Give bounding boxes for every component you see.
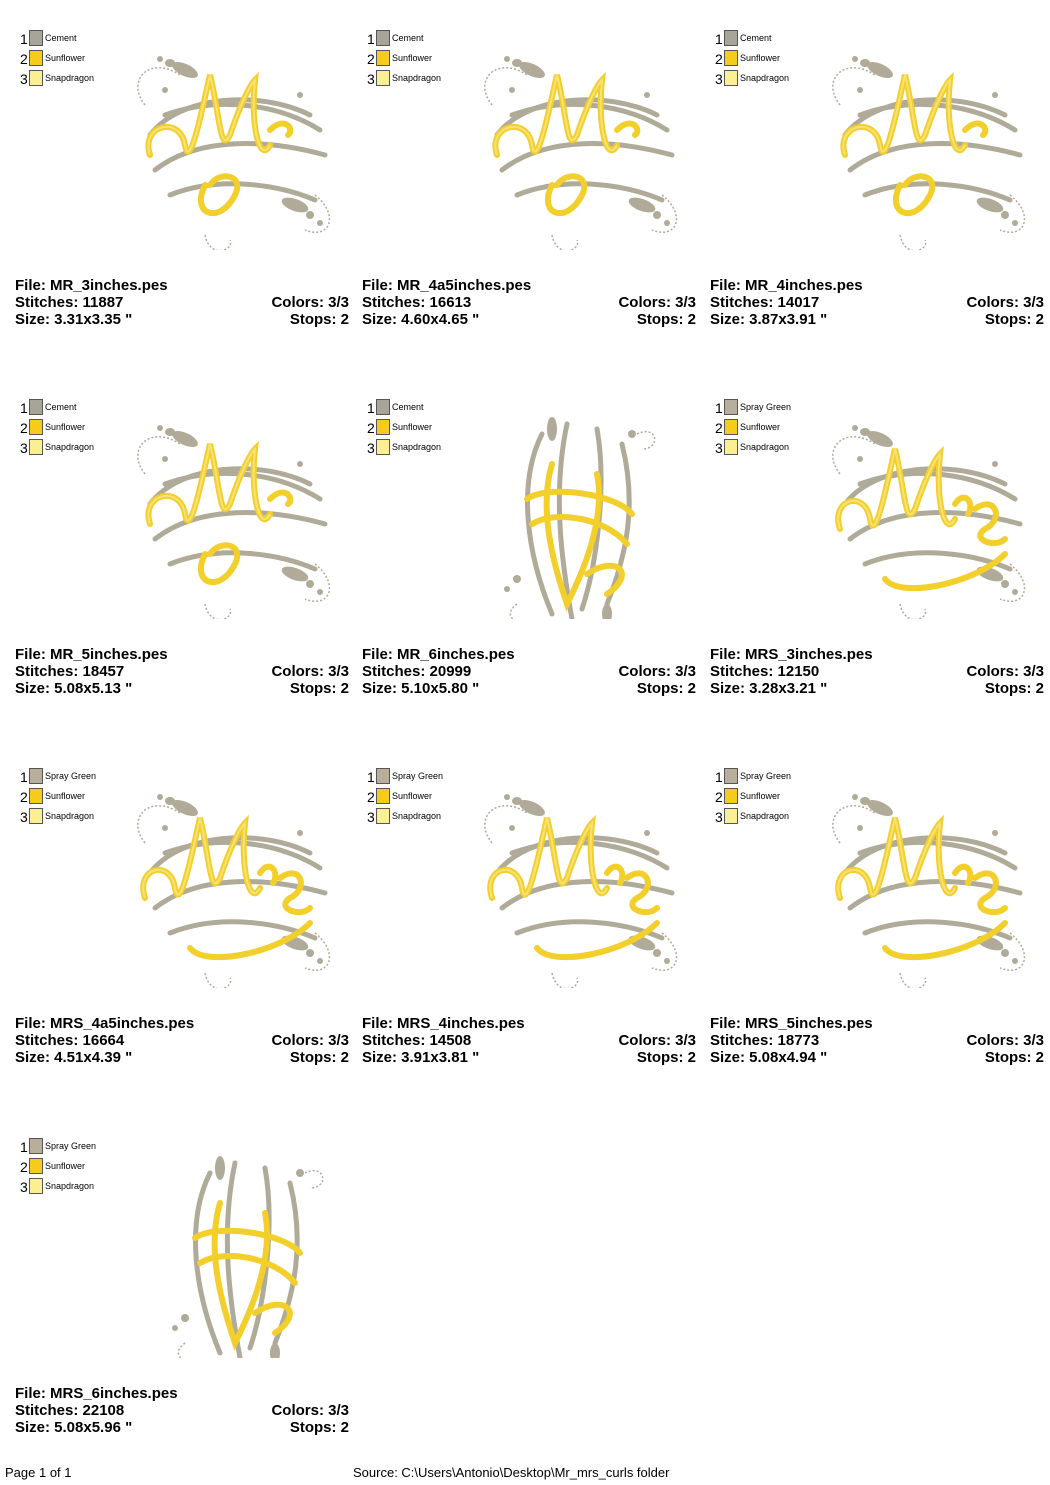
stop-count: Stops: 2 <box>289 680 349 697</box>
file-name: File: MR_4inches.pes <box>710 277 863 294</box>
thread-swatch <box>724 419 738 435</box>
thread-number: 2 <box>715 51 723 67</box>
embroidery-preview <box>110 773 350 988</box>
file-name: File: MRS_4inches.pes <box>362 1015 525 1032</box>
thread-swatch <box>29 788 43 804</box>
design-info <box>710 1015 1044 1066</box>
thread-swatch <box>29 50 43 66</box>
thread-number: 1 <box>20 769 28 785</box>
thread-swatch <box>724 399 738 415</box>
design-card <box>710 30 1050 350</box>
thread-name: Snapdragon <box>740 73 790 83</box>
thread-name: Snapdragon <box>392 73 442 83</box>
stop-count: Stops: 2 <box>636 680 696 697</box>
stop-count: Stops: 2 <box>289 311 349 328</box>
thread-name: Snapdragon <box>740 442 790 452</box>
file-name: File: MRS_3inches.pes <box>710 646 873 663</box>
file-name: File: MR_6inches.pes <box>362 646 515 663</box>
embroidery-preview <box>805 773 1045 988</box>
design-size: Size: 5.08x5.96 " <box>15 1419 133 1436</box>
file-name: File: MRS_5inches.pes <box>710 1015 873 1032</box>
thread-swatch <box>376 439 390 455</box>
thread-name: Sunflower <box>392 422 433 432</box>
stitch-count: Stitches: 14508 <box>362 1032 472 1049</box>
design-card <box>362 30 702 350</box>
thread-number: 3 <box>367 809 375 825</box>
thread-number: 1 <box>20 400 28 416</box>
thread-swatch <box>724 439 738 455</box>
thread-number: 1 <box>20 31 28 47</box>
thread-number: 2 <box>715 789 723 805</box>
file-name: File: MRS_6inches.pes <box>15 1385 178 1402</box>
file-name: File: MR_4a5inches.pes <box>362 277 532 294</box>
thread-number: 3 <box>20 440 28 456</box>
design-card <box>362 399 702 719</box>
design-card <box>362 768 702 1088</box>
thread-number: 3 <box>20 71 28 87</box>
thread-number: 2 <box>20 51 28 67</box>
thread-number: 1 <box>715 31 723 47</box>
design-card <box>15 768 355 1088</box>
design-card <box>15 1138 355 1458</box>
thread-number: 1 <box>367 400 375 416</box>
stop-count: Stops: 2 <box>636 1049 696 1066</box>
thread-name: Sunflower <box>392 53 433 63</box>
stop-count: Stops: 2 <box>289 1419 349 1436</box>
design-info <box>15 646 349 697</box>
thread-name: Snapdragon <box>740 811 790 821</box>
embroidery-preview <box>457 404 697 619</box>
color-count: Colors: 3/3 <box>271 294 349 311</box>
thread-swatch <box>29 1138 43 1154</box>
thread-number: 2 <box>20 789 28 805</box>
design-info <box>15 277 349 328</box>
thread-number: 2 <box>367 51 375 67</box>
thread-name: Spray Green <box>740 402 792 412</box>
thread-number: 3 <box>715 71 723 87</box>
thread-number: 3 <box>715 440 723 456</box>
thread-number: 3 <box>367 71 375 87</box>
thread-name: Sunflower <box>45 791 86 801</box>
design-size: Size: 5.08x4.94 " <box>710 1049 828 1066</box>
embroidery-preview <box>805 404 1045 619</box>
design-info <box>710 646 1044 697</box>
design-size: Size: 3.31x3.35 " <box>15 311 133 328</box>
thread-swatch <box>724 808 738 824</box>
thread-name: Sunflower <box>45 422 86 432</box>
thread-swatch <box>724 50 738 66</box>
thread-swatch <box>724 768 738 784</box>
thread-name: Snapdragon <box>45 73 95 83</box>
file-name: File: MRS_4a5inches.pes <box>15 1015 195 1032</box>
stitch-count: Stitches: 20999 <box>362 663 472 680</box>
thread-name: Sunflower <box>740 791 781 801</box>
thread-name: Snapdragon <box>392 811 442 821</box>
thread-name: Cement <box>45 402 77 412</box>
color-count: Colors: 3/3 <box>271 1402 349 1419</box>
thread-number: 3 <box>715 809 723 825</box>
thread-swatch <box>724 30 738 46</box>
thread-swatch <box>376 399 390 415</box>
thread-swatch <box>376 419 390 435</box>
thread-number: 1 <box>367 769 375 785</box>
color-count: Colors: 3/3 <box>966 1032 1044 1049</box>
thread-swatch <box>29 419 43 435</box>
design-info <box>362 1015 696 1066</box>
thread-name: Snapdragon <box>392 442 442 452</box>
stitch-count: Stitches: 14017 <box>710 294 820 311</box>
thread-swatch <box>376 768 390 784</box>
design-info <box>362 277 696 328</box>
design-size: Size: 4.60x4.65 " <box>362 311 480 328</box>
thread-swatch <box>376 788 390 804</box>
thread-name: Cement <box>392 402 424 412</box>
thread-number: 2 <box>367 789 375 805</box>
thread-number: 1 <box>715 769 723 785</box>
design-info <box>15 1385 349 1436</box>
thread-name: Snapdragon <box>45 811 95 821</box>
page-number: Page 1 of 1 <box>5 1465 72 1480</box>
thread-swatch <box>376 70 390 86</box>
thread-name: Spray Green <box>45 771 97 781</box>
thread-swatch <box>29 1178 43 1194</box>
color-count: Colors: 3/3 <box>618 663 696 680</box>
embroidery-preview <box>110 404 350 619</box>
embroidery-preview <box>125 1143 365 1358</box>
thread-number: 2 <box>20 420 28 436</box>
thread-swatch <box>376 50 390 66</box>
thread-name: Sunflower <box>45 53 86 63</box>
design-size: Size: 3.28x3.21 " <box>710 680 828 697</box>
design-size: Size: 5.08x5.13 " <box>15 680 133 697</box>
thread-number: 3 <box>20 809 28 825</box>
thread-swatch <box>724 70 738 86</box>
thread-number: 1 <box>715 400 723 416</box>
thread-swatch <box>29 30 43 46</box>
thread-name: Cement <box>740 33 772 43</box>
thread-name: Spray Green <box>392 771 444 781</box>
thread-number: 3 <box>367 440 375 456</box>
color-count: Colors: 3/3 <box>966 294 1044 311</box>
embroidery-preview <box>805 35 1045 250</box>
thread-name: Spray Green <box>740 771 792 781</box>
color-count: Colors: 3/3 <box>271 1032 349 1049</box>
thread-name: Snapdragon <box>45 1181 95 1191</box>
stitch-count: Stitches: 11887 <box>15 294 124 311</box>
thread-name: Cement <box>45 33 77 43</box>
thread-name: Spray Green <box>45 1141 97 1151</box>
stitch-count: Stitches: 16664 <box>15 1032 125 1049</box>
embroidery-preview <box>110 35 350 250</box>
design-card <box>710 399 1050 719</box>
thread-swatch <box>376 30 390 46</box>
thread-number: 2 <box>20 1159 28 1175</box>
thread-number: 3 <box>20 1179 28 1195</box>
file-name: File: MR_3inches.pes <box>15 277 168 294</box>
stitch-count: Stitches: 22108 <box>15 1402 125 1419</box>
thread-number: 1 <box>367 31 375 47</box>
design-size: Size: 5.10x5.80 " <box>362 680 480 697</box>
thread-name: Cement <box>392 33 424 43</box>
thread-swatch <box>29 808 43 824</box>
color-count: Colors: 3/3 <box>618 1032 696 1049</box>
thread-name: Sunflower <box>740 53 781 63</box>
color-count: Colors: 3/3 <box>271 663 349 680</box>
thread-swatch <box>29 70 43 86</box>
thread-name: Sunflower <box>45 1161 86 1171</box>
stitch-count: Stitches: 12150 <box>710 663 820 680</box>
stop-count: Stops: 2 <box>984 311 1044 328</box>
thread-number: 1 <box>20 1139 28 1155</box>
stitch-count: Stitches: 18773 <box>710 1032 820 1049</box>
stitch-count: Stitches: 18457 <box>15 663 125 680</box>
design-info <box>15 1015 349 1066</box>
source-path: Source: C:\Users\Antonio\Desktop\Mr_mrs_curls folder <box>353 1465 670 1480</box>
thread-name: Sunflower <box>740 422 781 432</box>
thread-name: Snapdragon <box>45 442 95 452</box>
color-count: Colors: 3/3 <box>618 294 696 311</box>
thread-swatch <box>724 788 738 804</box>
stitch-count: Stitches: 16613 <box>362 294 472 311</box>
design-card <box>15 30 355 350</box>
embroidery-preview <box>457 773 697 988</box>
stop-count: Stops: 2 <box>636 311 696 328</box>
stop-count: Stops: 2 <box>289 1049 349 1066</box>
thread-swatch <box>29 768 43 784</box>
thread-swatch <box>29 399 43 415</box>
thread-swatch <box>29 1158 43 1174</box>
thread-number: 2 <box>715 420 723 436</box>
design-card <box>710 768 1050 1088</box>
color-count: Colors: 3/3 <box>966 663 1044 680</box>
design-size: Size: 3.91x3.81 " <box>362 1049 480 1066</box>
file-name: File: MR_5inches.pes <box>15 646 168 663</box>
design-card <box>15 399 355 719</box>
stop-count: Stops: 2 <box>984 680 1044 697</box>
thread-swatch <box>29 439 43 455</box>
embroidery-preview <box>457 35 697 250</box>
stop-count: Stops: 2 <box>984 1049 1044 1066</box>
thread-number: 2 <box>367 420 375 436</box>
thread-swatch <box>376 808 390 824</box>
thread-name: Sunflower <box>392 791 433 801</box>
design-info <box>362 646 696 697</box>
design-size: Size: 4.51x4.39 " <box>15 1049 133 1066</box>
design-info <box>710 277 1044 328</box>
design-size: Size: 3.87x3.91 " <box>710 311 828 328</box>
